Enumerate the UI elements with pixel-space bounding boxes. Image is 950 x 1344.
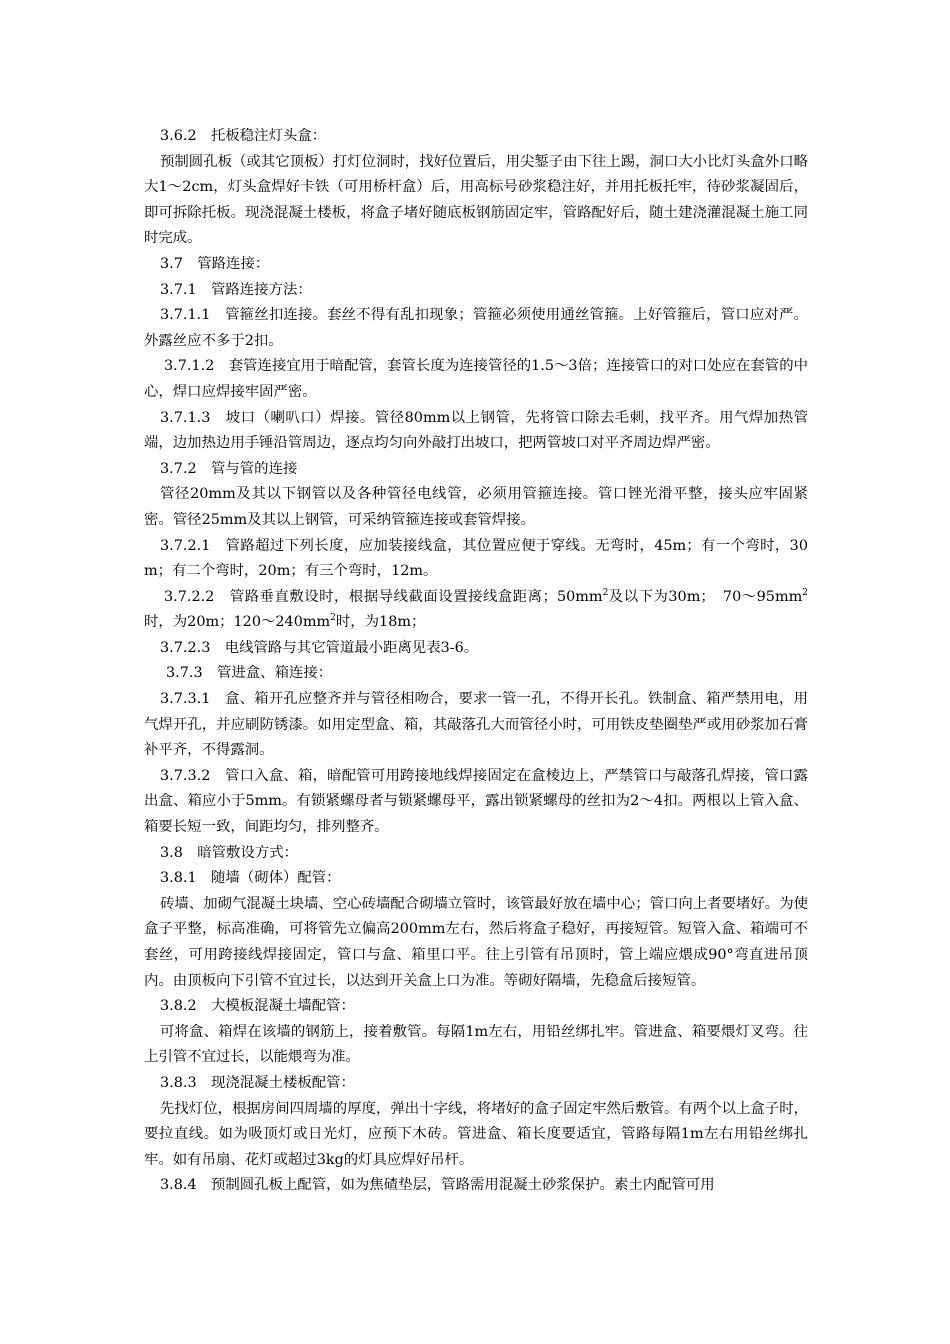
section-3-8-1-heading: 3.8.1 随墙（砌体）配管： xyxy=(160,870,341,887)
section-3-7-3-heading: 3.7.3 管进盒、箱连接： xyxy=(166,665,333,682)
section-3-8-2-heading: 3.8.2 大模板混凝土墙配管： xyxy=(160,998,355,1015)
section-3-7-3-1: 3.7.3.1 盒、箱开孔应整齐并与管径相吻合，要求一管一孔，不得开长孔。铁制盒、箱严禁用电，用气焊开孔，并应刷防锈漆。如用定型盒、箱，其敲落孔大而管径小时，可用铁皮垫圈垫严或用砂浆加石膏补平齐，不得露洞。 xyxy=(144,691,808,759)
section-3-7-2-2 xyxy=(144,585,808,636)
section-3-6-2-body: 预制圆孔板（或其它顶板）打灯位洞时，找好位置后，用尖錾子由下往上踢，洞口大小比灯头盒外口略大1～2cm，灯头盒焊好卡铁（可用桥杆盒）后，用高标号砂浆稳注好，并用托板托牢，待砂浆凝固后，即可拆除托板。现浇混凝土楼板，将盒子堵好随底板钢筋固定牢，管路配好后，随土建浇灌混凝土施工同时完成。 xyxy=(144,153,808,247)
section-3-7-1-3: 3.7.1.3 坡口（喇叭口）焊接。管径80mm以上钢管，先将管口除去毛刺，找平齐。用气焊加热管端，边加热边用手锤沿管周边，逐点均匀向外敲打出坡口，把两管坡口对平齐周边焊严密。 xyxy=(144,409,808,452)
superscript-2: 2 xyxy=(602,587,609,598)
superscript-2: 2 xyxy=(330,613,336,624)
superscript-2: 2 xyxy=(802,587,808,598)
document-page xyxy=(144,124,808,1199)
section-3-7-2-1: 3.7.2.1 管路超过下列长度，应加装接线盒，其位置应便于穿线。无弯时，45m；有一个弯时，30m；有二个弯时，20m；有三个弯时，12m。 xyxy=(144,537,808,580)
section-3-8-4: 3.8.4 预制圆孔板上配管，如为焦碴垫层，管路需用混凝土砂浆保护。素土内配管可用 xyxy=(160,1177,715,1194)
section-3-7-heading: 3.7 管路连接： xyxy=(160,255,270,272)
section-3-8-3-heading: 3.8.3 现浇混凝土楼板配管： xyxy=(160,1074,355,1091)
section-3-7-2-2-part-c: 时，为20m；120～240mm xyxy=(144,614,331,631)
section-3-8-heading: 3.8 暗管敷设方式： xyxy=(160,844,299,861)
section-3-8-3-body: 先找灯位，根据房间四周墙的厚度，弹出十字线，将堵好的盒子固定牢然后敷管。有两个以上盒子时，要拉直线。如为吸顶灯或日光灯，应预下木砖。管进盒、箱长度要适宜，管路每隔1m左右用铅丝绑扎牢。如有吊扇、花灯或超过3kg的灯具应焊好吊杆。 xyxy=(144,1100,808,1168)
section-3-7-2-2-part-d: 时，为18m； xyxy=(335,614,426,631)
section-3-7-1-1: 3.7.1.1 管箍丝扣连接。套丝不得有乱扣现象；管箍必须使用通丝管箍。上好管箍后，管口应对严。外露丝应不多于2扣。 xyxy=(144,307,808,349)
section-3-7-3-2: 3.7.3.2 管口入盒、箱，暗配管可用跨接地线焊接固定在盒棱边上，严禁管口与敲落孔焊接，管口露出盒、箱应小于5mm。有锁紧螺母者与锁紧螺母平，露出锁紧螺母的丝扣为2～4扣。两根以上管入盒、箱要长短一致，间距均匀，排列整齐。 xyxy=(144,767,808,836)
section-3-7-1-heading: 3.7.1 管路连接方法： xyxy=(160,281,312,298)
section-3-7-2-3: 3.7.2.3 电线管路与其它管道最小距离见表3-6。 xyxy=(160,639,479,656)
section-3-7-2-body: 管径20mm及其以下钢管以及各种管径电线管，必须用管箍连接。管口锉光滑平整，接头应牢固紧密。管径25mm及其以上钢管，可采纳管箍连接或套管焊接。 xyxy=(144,486,808,528)
section-3-6-2-heading: 3.6.2 托板稳注灯头盒： xyxy=(160,128,327,144)
section-3-7-1-2: 3.7.1.2 套管连接宜用于暗配管，套管长度为连接管径的1.5～3倍；连接管口的对口处应在套管的中心，焊口应焊接牢固严密。 xyxy=(144,358,808,400)
section-3-7-2-2-part-a: 3.7.2.2 管路垂直敷设时，根据导线截面设置接线盒距离；50mm xyxy=(164,588,603,605)
section-3-7-2-heading: 3.7.2 管与管的连接 xyxy=(160,460,298,477)
section-3-8-1-body: 砖墙、加砌气混凝土块墙、空心砖墙配合砌墙立管时，该管最好放在墙中心；管口向上者要堵好。为使盒子平整，标高准确，可将管先立偏高200mm左右，然后将盒子稳好，再接短管。短管入盒、箱端可不套丝，可用跨接线焊接固定，管口与盒、箱里口平。往上引管有吊顶时，管上端应煨成90°弯直进吊顶内。由顶板向下引管不宜过长，以达到开关盒上口为准。等砌好隔墙，先稳盒后接短管。 xyxy=(144,895,808,989)
section-3-7-2-2-part-b: 及以下为30m； 70～95mm xyxy=(608,588,803,605)
section-3-8-2-body: 可将盒、箱焊在该墙的钢筋上，接着敷管。每隔1m左右，用铅丝绑扎牢。管进盒、箱要煨灯叉弯。往上引管不宜过长，以能煨弯为准。 xyxy=(144,1023,808,1066)
